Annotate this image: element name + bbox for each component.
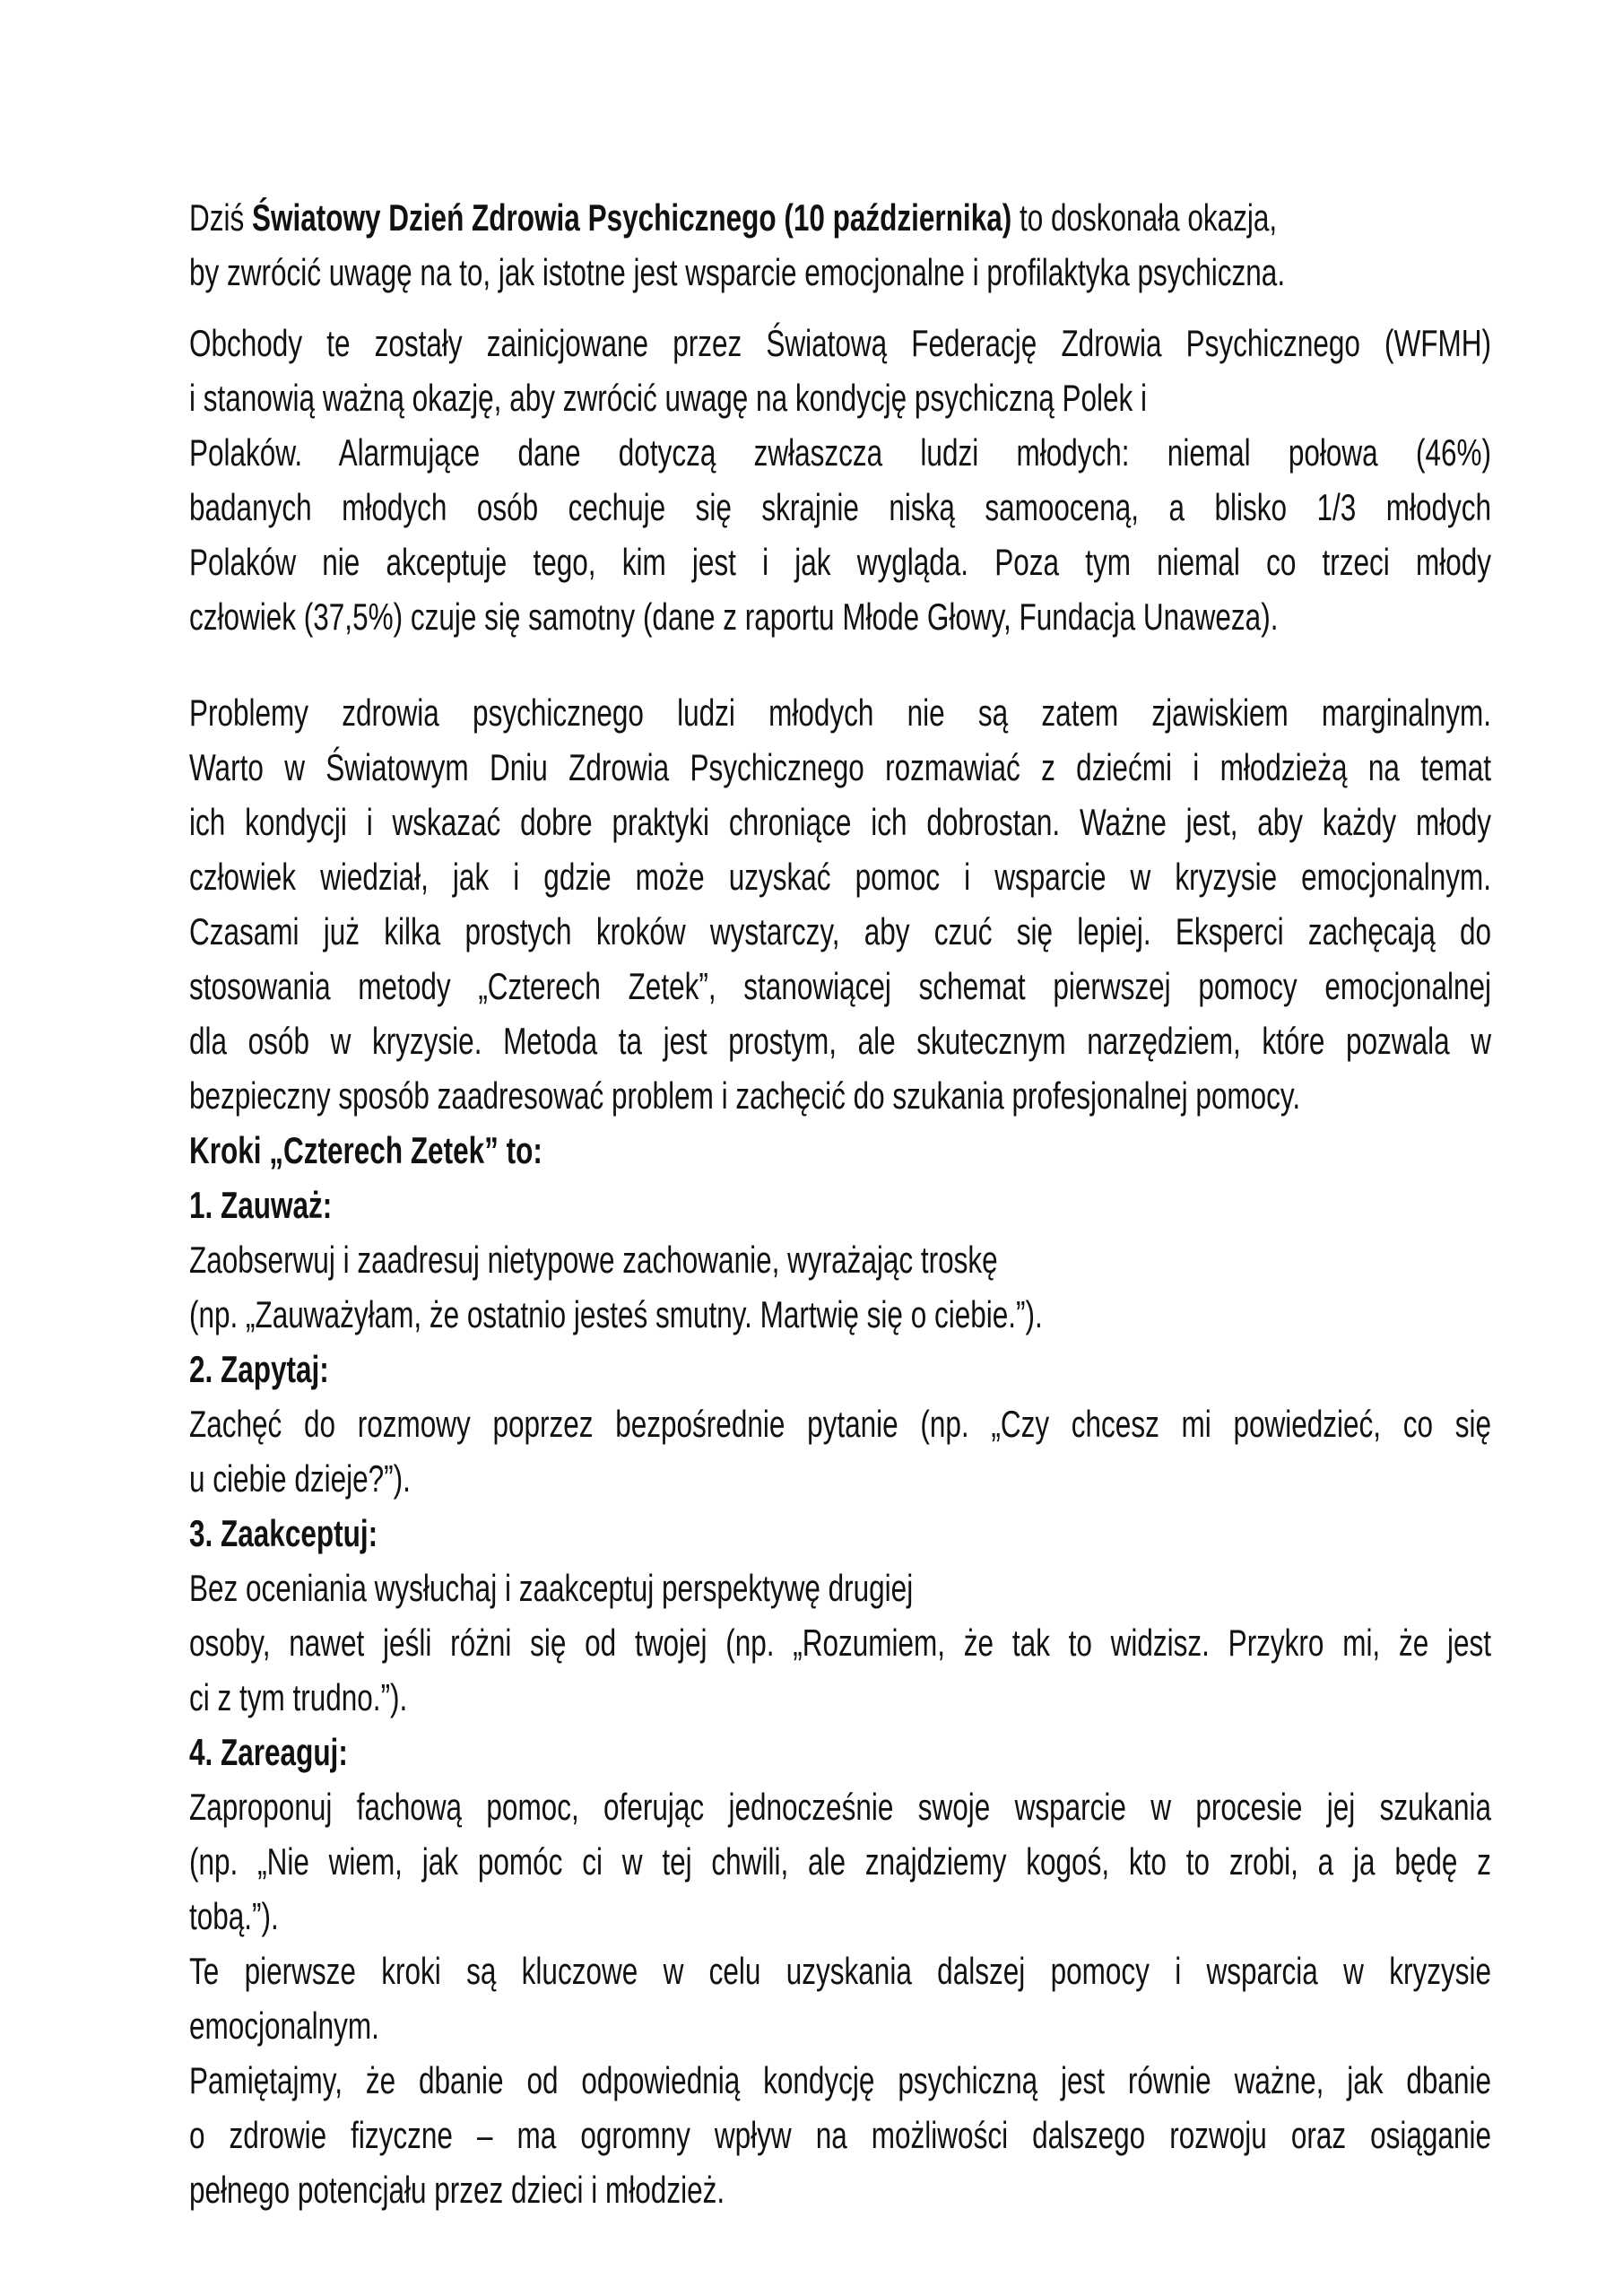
text-run: Zaproponuj fachową pomoc, oferując jednocześnie swoje wsparcie w procesie jej szukania: [189, 1786, 1491, 1828]
text-line: [189, 1944, 1491, 1998]
text-line: [189, 1232, 1491, 1287]
text-run: by zwrócić uwagę na to, jak istotne jest wsparcie emocjonalne i profilaktyka psychiczna.: [189, 251, 1286, 293]
text-line: [189, 959, 1491, 1013]
text-run: to doskonała okazja,: [1011, 196, 1278, 239]
text-run: Obchody te zostały zainicjowane przez Światową Federację Zdrowia Psychicznego (WFMH): [189, 322, 1491, 364]
text-run: Bez oceniania wysłuchaj i zaakceptuj perspektywę drugiej: [189, 1567, 914, 1609]
text-run: i stanowią ważną okazję, aby zwrócić uwagę na kondycję psychiczną Polek i: [189, 377, 1148, 419]
bold-text-run: 1. Zauważ:: [189, 1184, 333, 1226]
text-line: [189, 1123, 1491, 1178]
text-line: [189, 1834, 1491, 1889]
text-run: Problemy zdrowia psychicznego ludzi młodych nie są zatem zjawiskiem marginalnym.: [189, 691, 1491, 734]
text-line: [189, 1615, 1491, 1670]
text-line: [189, 1178, 1491, 1232]
bold-text-run: Światowy Dzień Zdrowia Psychicznego (10 października): [252, 196, 1012, 239]
text-line: [189, 1725, 1491, 1779]
text-line: [189, 190, 1491, 245]
text-run: ich kondycji i wskazać dobre praktyki chroniące ich dobrostan. Ważne jest, aby każdy młody: [189, 801, 1491, 843]
text-run: tobą.”).: [189, 1895, 279, 1937]
text-line: [189, 1342, 1491, 1396]
bold-text-run: Kroki „Czterech Zetek” to:: [189, 1129, 542, 1171]
text-run: (np. „Zauważyłam, że ostatnio jesteś smutny. Martwię się o ciebie.”).: [189, 1293, 1043, 1335]
text-run: Pamiętajmy, że dbanie od odpowiednią kondycję psychiczną jest równie ważne, jak dbanie: [189, 2059, 1491, 2101]
text-line: [189, 245, 1491, 300]
text-run: pełnego potencjału przez dzieci i młodzież.: [189, 2169, 725, 2211]
text-line: [189, 2108, 1491, 2162]
text-run: Polaków. Alarmujące dane dotyczą zwłaszcza ludzi młodych: niemal połowa (46%): [189, 431, 1491, 474]
text-run: Czasami już kilka prostych kroków wystarczy, aby czuć się lepiej. Eksperci zachęcają do: [189, 910, 1491, 952]
text-line: [189, 1287, 1491, 1342]
text-run: Warto w Światowym Dniu Zdrowia Psychicznego rozmawiać z dziećmi i młodzieżą na temat: [189, 746, 1491, 788]
text-line: [189, 685, 1491, 740]
text-line: [189, 589, 1491, 644]
text-line: [189, 1396, 1491, 1451]
text-run: człowiek (37,5%) czuje się samotny (dane z raportu Młode Głowy, Fundacja Unaweza).: [189, 596, 1279, 638]
text-line: [189, 370, 1491, 425]
text-line: [189, 535, 1491, 589]
text-line: [189, 425, 1491, 480]
text-run: emocjonalnym.: [189, 2005, 379, 2047]
text-line: [189, 1670, 1491, 1725]
text-line: [189, 740, 1491, 795]
text-line: [189, 316, 1491, 370]
text-run: Te pierwsze kroki są kluczowe w celu uzyskania dalszej pomocy i wsparcia w kryzysie: [189, 1950, 1491, 1992]
text-run: bezpieczny sposób zaadresować problem i zachęcić do szukania profesjonalnej pomocy.: [189, 1074, 1301, 1117]
text-line: [189, 1451, 1491, 1506]
text-run: Zachęć do rozmowy poprzez bezpośrednie pytanie (np. „Czy chcesz mi powiedzieć, co się: [189, 1403, 1491, 1445]
text-run: badanych młodych osób cechuje się skrajnie niską samooceną, a blisko 1/3 młodych: [189, 486, 1491, 528]
document-body: [189, 190, 1491, 2217]
text-line: [189, 1779, 1491, 1834]
bold-text-run: 2. Zapytaj:: [189, 1348, 329, 1390]
text-line: [189, 2162, 1491, 2217]
text-line: [189, 1013, 1491, 1068]
text-run: Polaków nie akceptuje tego, kim jest i jak wygląda. Poza tym niemal co trzeci młody: [189, 541, 1491, 583]
bold-text-run: 3. Zaakceptuj:: [189, 1512, 378, 1554]
text-line: [189, 480, 1491, 535]
text-run: człowiek wiedział, jak i gdzie może uzyskać pomoc i wsparcie w kryzysie emocjonalnym.: [189, 856, 1491, 898]
text-run: (np. „Nie wiem, jak pomóc ci w tej chwili, ale znajdziemy kogoś, kto to zrobi, a ja będę z: [189, 1840, 1491, 1883]
text-run: o zdrowie fizyczne – ma ogromny wpływ na możliwości dalszego rozwoju oraz osiąganie: [189, 2114, 1491, 2156]
text-run: stosowania metody „Czterech Zetek”, stanowiącej schemat pierwszej pomocy emocjonalnej: [189, 965, 1491, 1007]
text-line: [189, 795, 1491, 849]
text-line: [189, 1506, 1491, 1561]
text-line: [189, 1561, 1491, 1615]
text-run: dla osób w kryzysie. Metoda ta jest prostym, ale skutecznym narzędziem, które pozwala w: [189, 1020, 1491, 1062]
text-run: Zaobserwuj i zaadresuj nietypowe zachowanie, wyrażając troskę: [189, 1239, 998, 1281]
text-run: osoby, nawet jeśli różni się od twojej (np. „Rozumiem, że tak to widzisz. Przykro mi, że jest: [189, 1622, 1491, 1664]
text-line: [189, 904, 1491, 959]
text-line: [189, 1889, 1491, 1944]
text-run: ci z tym trudno.”).: [189, 1676, 408, 1718]
text-line: [189, 2053, 1491, 2108]
text-line: [189, 1068, 1491, 1123]
text-line: [189, 1998, 1491, 2053]
bold-text-run: 4. Zareaguj:: [189, 1731, 348, 1773]
text-run: u ciebie dzieje?”).: [189, 1457, 411, 1500]
text-run: Dziś: [189, 196, 253, 239]
text-line: [189, 849, 1491, 904]
